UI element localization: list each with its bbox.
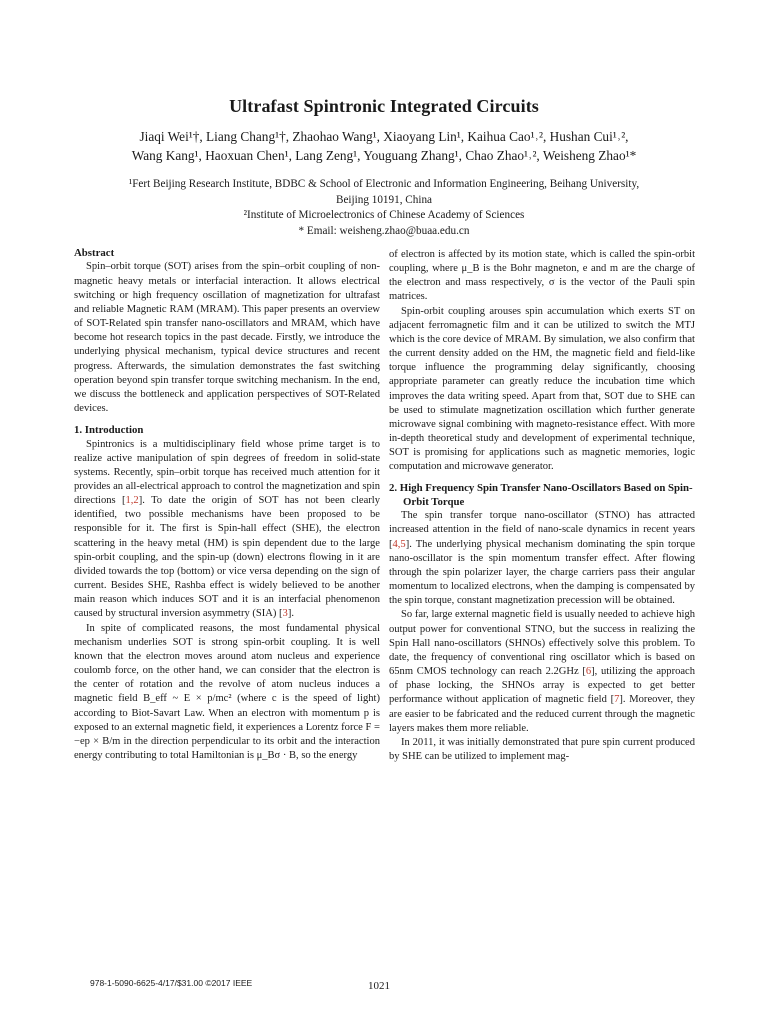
copyright-line: 978-1-5090-6625-4/17/$31.00 ©2017 IEEE bbox=[90, 978, 253, 988]
abstract-text: Spin–orbit torque (SOT) arises from the spin–orbit coupling of non-magnetic heavy metals or interfacial interaction. It allows electrical switching or high frequency oscillation of magnetization for ultrafast and reliable Magnetic RAM (MRAM). This paper presents an overview of SOT-Related spin transfer nano-oscillators and MRAM, which have become hot research topics in the past decade. Firstly, we introduce the underlying physical mechanism, typical device structures and recent progress. Afterwards, the simulation demonstrates the fast switching operation beyond spin transfer torque switching mechanism. In the end, we discuss the bottleneck and application perspectives of SOT-Related devices. bbox=[74, 261, 380, 414]
author-line-1: Jiaqi Wei¹†, Liang Chang¹†, Zhaohao Wang¹, Xiaoyang Lin¹, Kaihua Cao¹˒², Hushan Cui¹˒², bbox=[139, 129, 629, 144]
citation-link[interactable]: 7 bbox=[614, 694, 620, 706]
intro-paragraph-2-continued: of electron is affected by its motion state, which is called the spin-orbit coupling, where μ_B is the Bohr magneton, e and m are the charge of the electron and mass respectively, σ is the vector of the Pauli spin matrices. bbox=[389, 249, 695, 303]
section-2-paragraph-2: So far, large external magnetic field is usually needed to achieve high output power for conventional STNO, but the success in realizing the Spin Hall nano-oscillators (SHNOs) effectively solve this problem. To date, the frequency of conventional ring oscillator which is based on 65nm CMOS technology can reach 2.2GHz [6], utilizing the approach of phase locking, the SHNOs array is expected to get better performance without application of magnetic field [7]. Moreover, they are easier to be fabricated and the reduced current through the magnetic layers makes them more reliable. bbox=[389, 609, 695, 734]
section-2-paragraph-3: In 2011, it was initially demonstrated that pure spin current produced by SHE can be utilized to implement mag- bbox=[389, 736, 695, 762]
left-column bbox=[74, 246, 380, 763]
affiliation-2: ²Institute of Microelectronics of Chinese Academy of Sciences bbox=[243, 209, 525, 222]
citation-link[interactable]: 3 bbox=[282, 608, 288, 620]
author-list bbox=[60, 127, 708, 165]
author-line-2: Wang Kang¹, Haoxuan Chen¹, Lang Zeng¹, Youguang Zhang¹, Chao Zhao¹˒², Weisheng Zhao¹* bbox=[131, 148, 637, 163]
intro-paragraph-3: Spin-orbit coupling arouses spin accumulation which exerts ST on adjacent ferromagnetic film and it can be utilized to switch the MTJ which is the core device of MRAM. By simulation, we also confirm that the current density added on the HM, the magnetic field and field-like torque influence the programming delay significantly, choosing appropriate parameter can greatly reduce the incubation time which improves the data writing speed. Apart from that, SOT due to SHE can be used to stimulate magnetization oscillation which further generate microwave signal combining with magneto-resistance effect. With more in-depth theoretical study and development of experimental technique, SOT is promising for applications such as magnetic memories, logic computation and microwave generator. bbox=[389, 305, 695, 473]
citation-link[interactable]: 6 bbox=[585, 666, 592, 678]
section-2-heading: 2. High Frequency Spin Transfer Nano-Oscillators Based on Spin-Orbit Torque bbox=[389, 481, 693, 508]
citation-link[interactable]: 1,2 bbox=[125, 495, 139, 507]
right-column bbox=[389, 248, 695, 764]
abstract-heading: Abstract bbox=[74, 247, 115, 259]
citation-link[interactable]: 4,5 bbox=[392, 538, 406, 550]
paper-title: Ultrafast Spintronic Integrated Circuits bbox=[229, 96, 539, 116]
section-2-paragraph-1: The spin transfer torque nano-oscillator (STNO) has attracted increased attention in the field of nano-scale dynamics in recent years [4,5]. The underlying physical mechanism dominating the spin torque nano-oscillator is the spin momentum transfer effect. After flowing through the spin polarizer layer, the charge carriers pass their angular momentum to localized electrons, when the damping is compensated by the spin torque, constant magnetization precession will be obtained. bbox=[389, 510, 695, 607]
page-number: 1021 bbox=[368, 980, 390, 992]
author-email: * Email: weisheng.zhao@buaa.edu.cn bbox=[298, 224, 470, 237]
intro-paragraph-2: In spite of complicated reasons, the most fundamental physical mechanism underlies SOT is strong spin-orbit coupling. It is well known that the electron moves around atom nucleus and experience coulomb force, on the other hand, we can consider that the electron is the center of rotation and the revolve of atom nucleus induces a magnetic field B_eff ~ E × p/mc² (where c is the speed of light) according to Biot-Savart Law. When an electron with momentum p is exposed to an external magnetic field, it experiences a Lorentz force F = −ep × B/m in the direction perpendicular to its orbit and the interaction energy contributing to total Hamiltonian is μ_Bσ · B, so the energy bbox=[74, 622, 380, 761]
affiliations bbox=[70, 177, 698, 239]
affiliation-1-city: Beijing 10191, China bbox=[335, 193, 433, 206]
section-1-heading: 1. Introduction bbox=[74, 424, 144, 437]
intro-paragraph-1: Spintronics is a multidisciplinary field whose prime target is to realize active manipulation of spin degrees of freedom in solid-state systems. Recently, spin–orbit torque has received much attention for it provides an all-electrical approach to control the magnetization and spin directions [1,2]. To date the origin of SOT has not been clearly identified, two possible mechanisms have been proposed to be responsible for it. The first is Spin-hall effect (SHE), the electron scattering in the heavy metal (HM) is spin dependent due to the large spin-orbit coupling, and the spin-up (down) electrons flowing in it are divided towards the top (bottom) or vice versa depending on the sign of current. Besides SHE, Rashba effect is widely believed to be another main reason which induces SOT and it is an interfacial phenomenon caused by structural inversion asymmetry (SIA) [3]. bbox=[74, 438, 380, 620]
affiliation-1: ¹Fert Beijing Research Institute, BDBC & School of Electronic and Information Engineering, Beihang University, bbox=[128, 178, 640, 190]
